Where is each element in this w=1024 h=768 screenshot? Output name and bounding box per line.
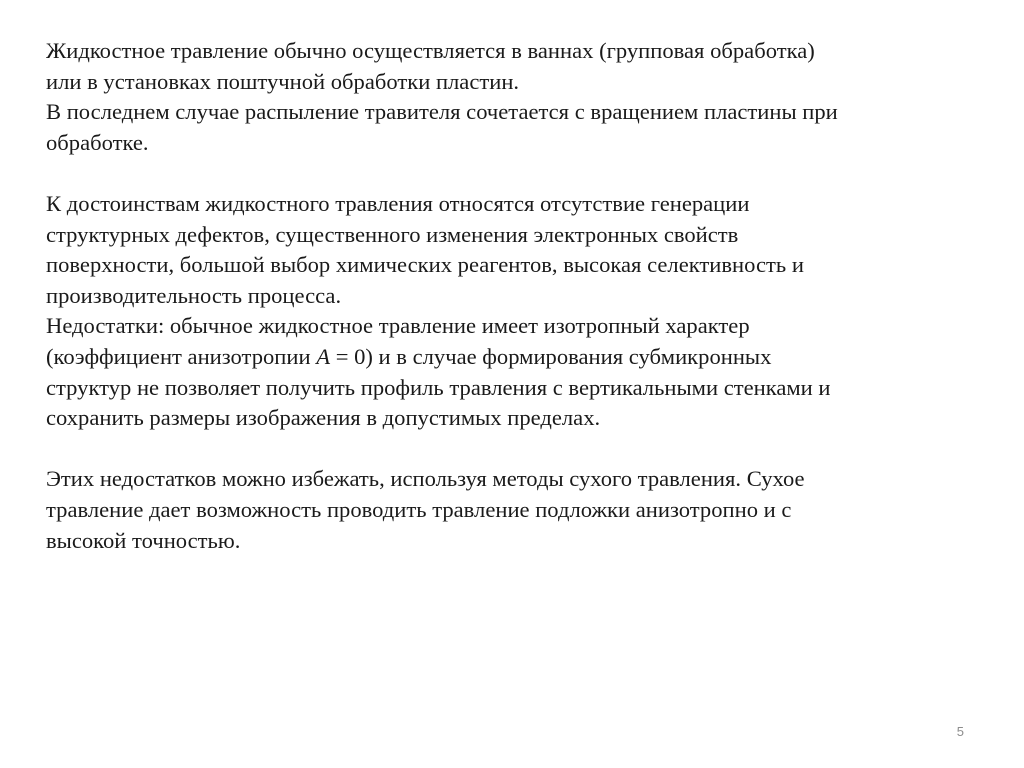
text-line xyxy=(46,342,986,373)
text-line: производительность процесса. xyxy=(46,282,342,308)
text-line: структур не позволяет получить профиль травления с вертикальными стенками и xyxy=(46,374,831,400)
text-line: Жидкостное травление обычно осуществляется в ваннах (групповая обработка) xyxy=(46,38,815,63)
text-line: структурных дефектов, существенного изменения электронных свойств xyxy=(46,221,739,247)
text-line: В последнем случае распыление травителя сочетается с вращением пластины при xyxy=(46,99,838,125)
text-line: Этих недостатков можно избежать, используя методы сухого травления. Сухое xyxy=(46,466,805,492)
text-line: травление дает возможность проводить травление подложки анизотропно и с xyxy=(46,496,792,522)
text-line: обработке. xyxy=(46,129,149,155)
text-fragment: (коэффициент анизотропии xyxy=(46,343,317,369)
page-number: 5 xyxy=(956,724,964,739)
text-fragment: = 0) и в случае формирования субмикронных xyxy=(330,343,772,369)
paragraph-advantages-disadvantages xyxy=(46,189,986,434)
paragraph-dry-etching xyxy=(46,464,986,556)
slide-body-text xyxy=(46,36,986,556)
text-line: поверхности, большой выбор химических реагентов, высокая селективность и xyxy=(46,252,804,278)
paragraph-spacer xyxy=(46,158,986,189)
paragraph-wet-etching-methods xyxy=(46,36,986,158)
text-line: сохранить размеры изображения в допустимых пределах. xyxy=(46,405,601,431)
text-line: или в установках поштучной обработки пластин. xyxy=(46,68,520,94)
text-line: Недостатки: обычное жидкостное травление имеет изотропный характер xyxy=(46,313,750,339)
anisotropy-symbol: A xyxy=(316,343,331,369)
text-line: высокой точностью. xyxy=(46,527,241,553)
paragraph-spacer xyxy=(46,434,986,465)
text-line: К достоинствам жидкостного травления относятся отсутствие генерации xyxy=(46,190,750,216)
